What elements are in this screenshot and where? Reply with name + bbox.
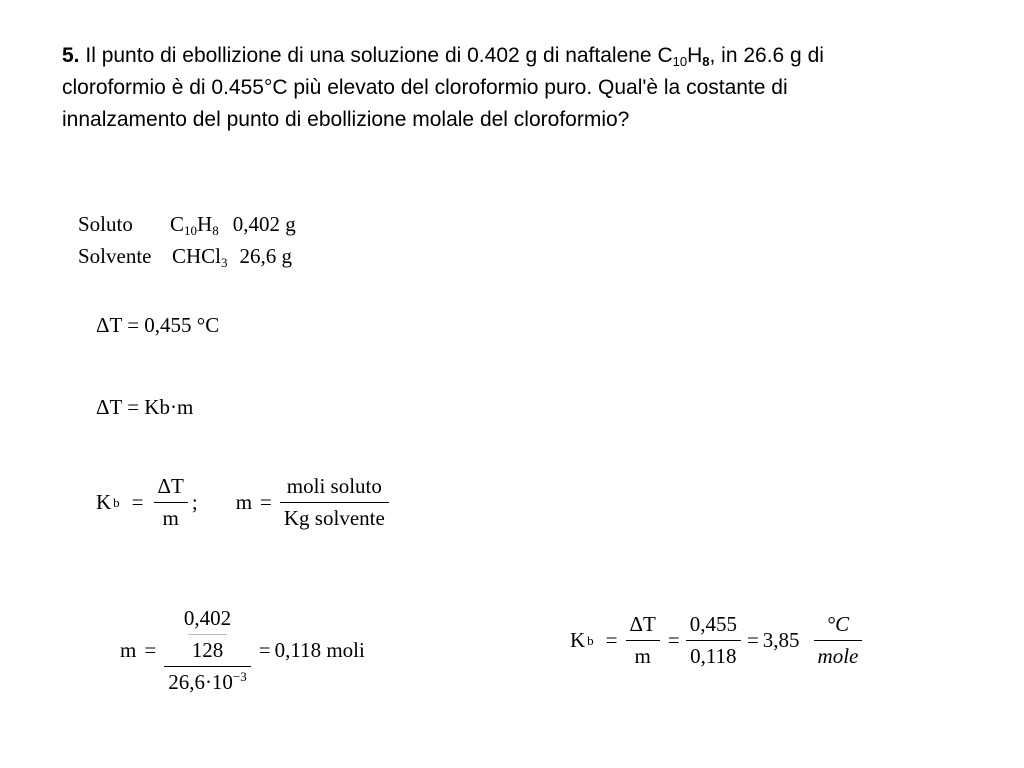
kb-symbol: K xyxy=(96,490,112,514)
calc-m-inner-fraction xyxy=(164,606,251,663)
kb-fraction xyxy=(154,474,188,531)
problem-h: H xyxy=(687,44,703,67)
calc-m-top-num: 0,402 xyxy=(183,606,232,630)
problem-text-2: , in 26.6 g di cloroformio è di 0.455°C più elevato del cloroformio puro. Qual'è la costante di innalzamento del punto di ebollizione molale del cloroformio? xyxy=(62,44,824,131)
kb-definition-formula xyxy=(96,474,389,531)
calc-kb-fraction-2 xyxy=(686,612,741,669)
m-fraction-num: moli soluto xyxy=(286,474,382,498)
solvent-label: Solvente xyxy=(78,244,152,268)
calc-kb-f1-bar xyxy=(626,640,660,641)
calc-kb-equals-3: = xyxy=(746,628,759,652)
kb-fraction-bar xyxy=(154,502,188,503)
problem-statement xyxy=(62,40,882,136)
calc-kb-unit-den: mole xyxy=(817,644,859,668)
solute-sub-c: 10 xyxy=(184,223,198,238)
kb-fraction-num: ΔT xyxy=(157,474,184,498)
calc-kb-f1-num: ΔT xyxy=(629,612,656,636)
calc-kb-symbol: K xyxy=(570,628,586,652)
problem-sub-h: 8 xyxy=(702,54,710,69)
kb-equals: = xyxy=(131,490,144,514)
calc-m-inner-bar xyxy=(188,634,227,635)
calc-m-top-den: 128 xyxy=(191,638,224,662)
calc-kb-subscript: b xyxy=(587,632,594,648)
calc-kb-equals-2: = xyxy=(667,628,680,652)
calc-m-fraction xyxy=(164,606,251,695)
m-equals: = xyxy=(260,490,272,514)
delta-t-equation: ΔT = 0,455 °C xyxy=(96,313,220,337)
calc-kb-value: 3,85 xyxy=(762,628,800,652)
solvent-sub: 3 xyxy=(221,255,228,270)
m-fraction xyxy=(280,474,389,531)
calc-kb-fraction-1 xyxy=(626,612,660,669)
kb-fraction-den: m xyxy=(162,506,179,530)
solute-mass: 0,402 g xyxy=(232,212,296,236)
calc-kb-f2-den: 0,118 xyxy=(690,644,737,668)
calc-kb-f2-bar xyxy=(686,640,741,641)
solute-c: C xyxy=(170,212,185,236)
m-symbol: m xyxy=(235,490,253,514)
givens-block xyxy=(78,208,296,272)
calc-m-symbol: m xyxy=(120,638,137,662)
calc-kb-f1-den: m xyxy=(634,644,651,668)
calc-m-bottom-exp: −3 xyxy=(232,669,247,684)
solute-h: H xyxy=(197,212,213,236)
solvent-formula: CHCl xyxy=(172,244,222,268)
calc-kb-unit xyxy=(814,612,863,669)
calc-m-equals-2: = xyxy=(258,638,271,662)
solute-label: Soluto xyxy=(78,212,133,236)
m-calculation-formula xyxy=(120,606,365,695)
solvent-mass: 26,6 g xyxy=(239,244,293,268)
m-fraction-bar xyxy=(280,502,389,503)
formula-semicolon: ; xyxy=(191,490,198,514)
calc-m-main-bar xyxy=(164,666,251,667)
kb-result-formula xyxy=(570,612,862,669)
problem-number: 5. xyxy=(62,44,80,67)
calc-m-bottom-base: 26,6·10 xyxy=(168,670,233,694)
problem-text-1: Il punto di ebollizione di una soluzione di 0.402 g di naftalene C xyxy=(85,44,673,67)
problem-sub-c: 10 xyxy=(672,54,688,69)
solvent-row xyxy=(78,240,296,272)
calc-m-result: 0,118 moli xyxy=(274,638,365,662)
calc-kb-f2-num: 0,455 xyxy=(689,612,737,636)
solute-row xyxy=(78,208,296,240)
calc-kb-equals: = xyxy=(605,628,618,652)
calc-kb-unit-num: °C xyxy=(826,612,850,636)
calc-m-bottom xyxy=(164,670,251,695)
m-fraction-den: Kg solvente xyxy=(283,506,385,530)
boiling-relation-equation: ΔT = Kb·m xyxy=(96,395,194,419)
calc-kb-unit-bar xyxy=(814,640,863,641)
solute-sub-h: 8 xyxy=(212,223,219,238)
calc-m-equals: = xyxy=(144,638,157,662)
kb-subscript: b xyxy=(113,494,120,510)
